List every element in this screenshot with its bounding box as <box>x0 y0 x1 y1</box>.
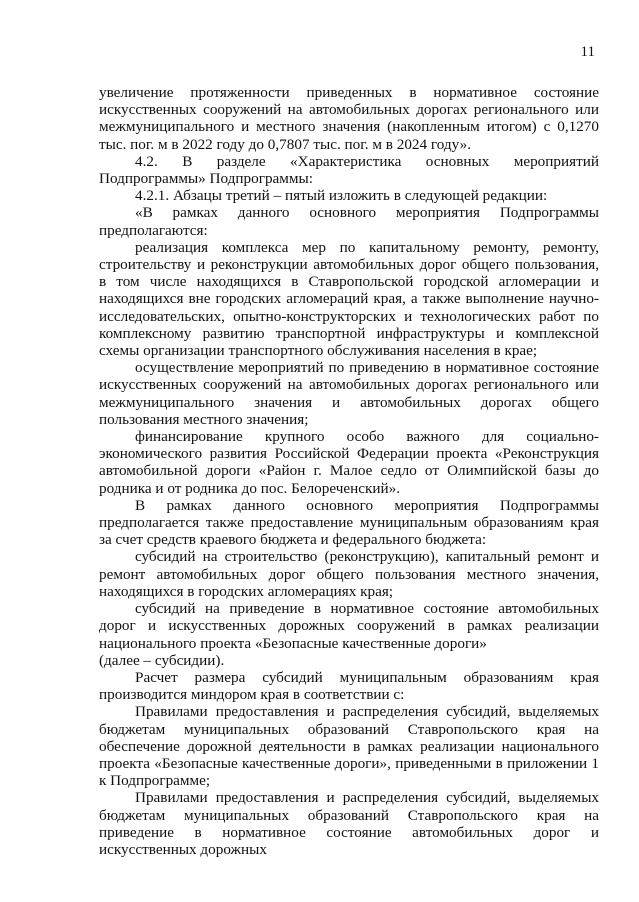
paragraph: В рамках данного основного мероприятия Подпрограммы предполагается также предоставление муниципальным образованиям края за счет средств краевого бюджета и федерального бюджета: <box>99 496 599 549</box>
paragraph: реализация комплекса мер по капитальному ремонту, ремонту, строительству и реконструкции автомобильных дорог общего пользования, в том числе находящихся в Ставропольской городской агломерации и находящихся вне городских агломераций края, а также выполнение научно-исследовательских, опытно-конструкторских и технологических работ по комплексному развитию транспортной инфраструктуры и комплексной схемы организации транспортного обслуживания населения в крае; <box>99 238 599 360</box>
paragraph: Расчет размера субсидий муниципальным образованиям края производится миндором края в соответствии с: <box>99 668 599 704</box>
paragraph: 4.2.1. Абзацы третий – пятый изложить в следующей редакции: <box>135 187 548 205</box>
paragraph: осуществление мероприятий по приведению в нормативное состояние искусственных сооружений на автомобильных дорогах регионального или межмуниципального значения и автомобильных дорогах общего пользования местного значения; <box>99 359 599 428</box>
paragraph: финансирование крупного особо важного для социально-экономического развития Российской Федерации проекта «Реконструкция автомобильной дороги «Район г. Малое седло от Олимпийской базы до родника и от родника до пос. Белореченский». <box>99 428 599 497</box>
document-body <box>99 84 599 858</box>
paragraph: субсидий на строительство (реконструкцию), капитальный ремонт и ремонт автомобильных дорог общего пользования местного значения, находящихся в городских агломерациях края; <box>99 548 599 600</box>
paragraph: (далее – субсидии). <box>99 651 225 669</box>
page-number: 11 <box>580 44 595 60</box>
paragraph: увеличение протяженности приведенных в нормативное состояние искусственных сооружений на автомобильных дорогах регионального или межмуниципального и местного значения (накопленным итогом) с 0,1270 тыс. пог. м в 2022 году до 0,7807 тыс. пог. м в 2024 году». <box>99 84 599 153</box>
paragraph: «В рамках данного основного мероприятия Подпрограммы предполагаются: <box>99 204 599 239</box>
paragraph: 4.2. В разделе «Характеристика основных мероприятий Подпрограммы» Подпрограммы: <box>99 152 599 188</box>
paragraph: субсидий на приведение в нормативное состояние автомобильных дорог и искусственных дорожных сооружений в рамках реализации национального проекта «Безопасные качественные дороги» <box>99 600 599 652</box>
paragraph: Правилами предоставления и распределения субсидий, выделяемых бюджетам муниципальных образований Ставропольского края на приведение в нормативное состояние автомобильных дорог и искусственных дорожных <box>99 789 599 858</box>
paragraph: Правилами предоставления и распределения субсидий, выделяемых бюджетам муниципальных образований Ставропольского края на обеспечение дорожной деятельности в рамках реализации национального проекта «Безопасные качественные дороги», приведенными в приложении 1 к Подпрограмме; <box>99 703 599 790</box>
